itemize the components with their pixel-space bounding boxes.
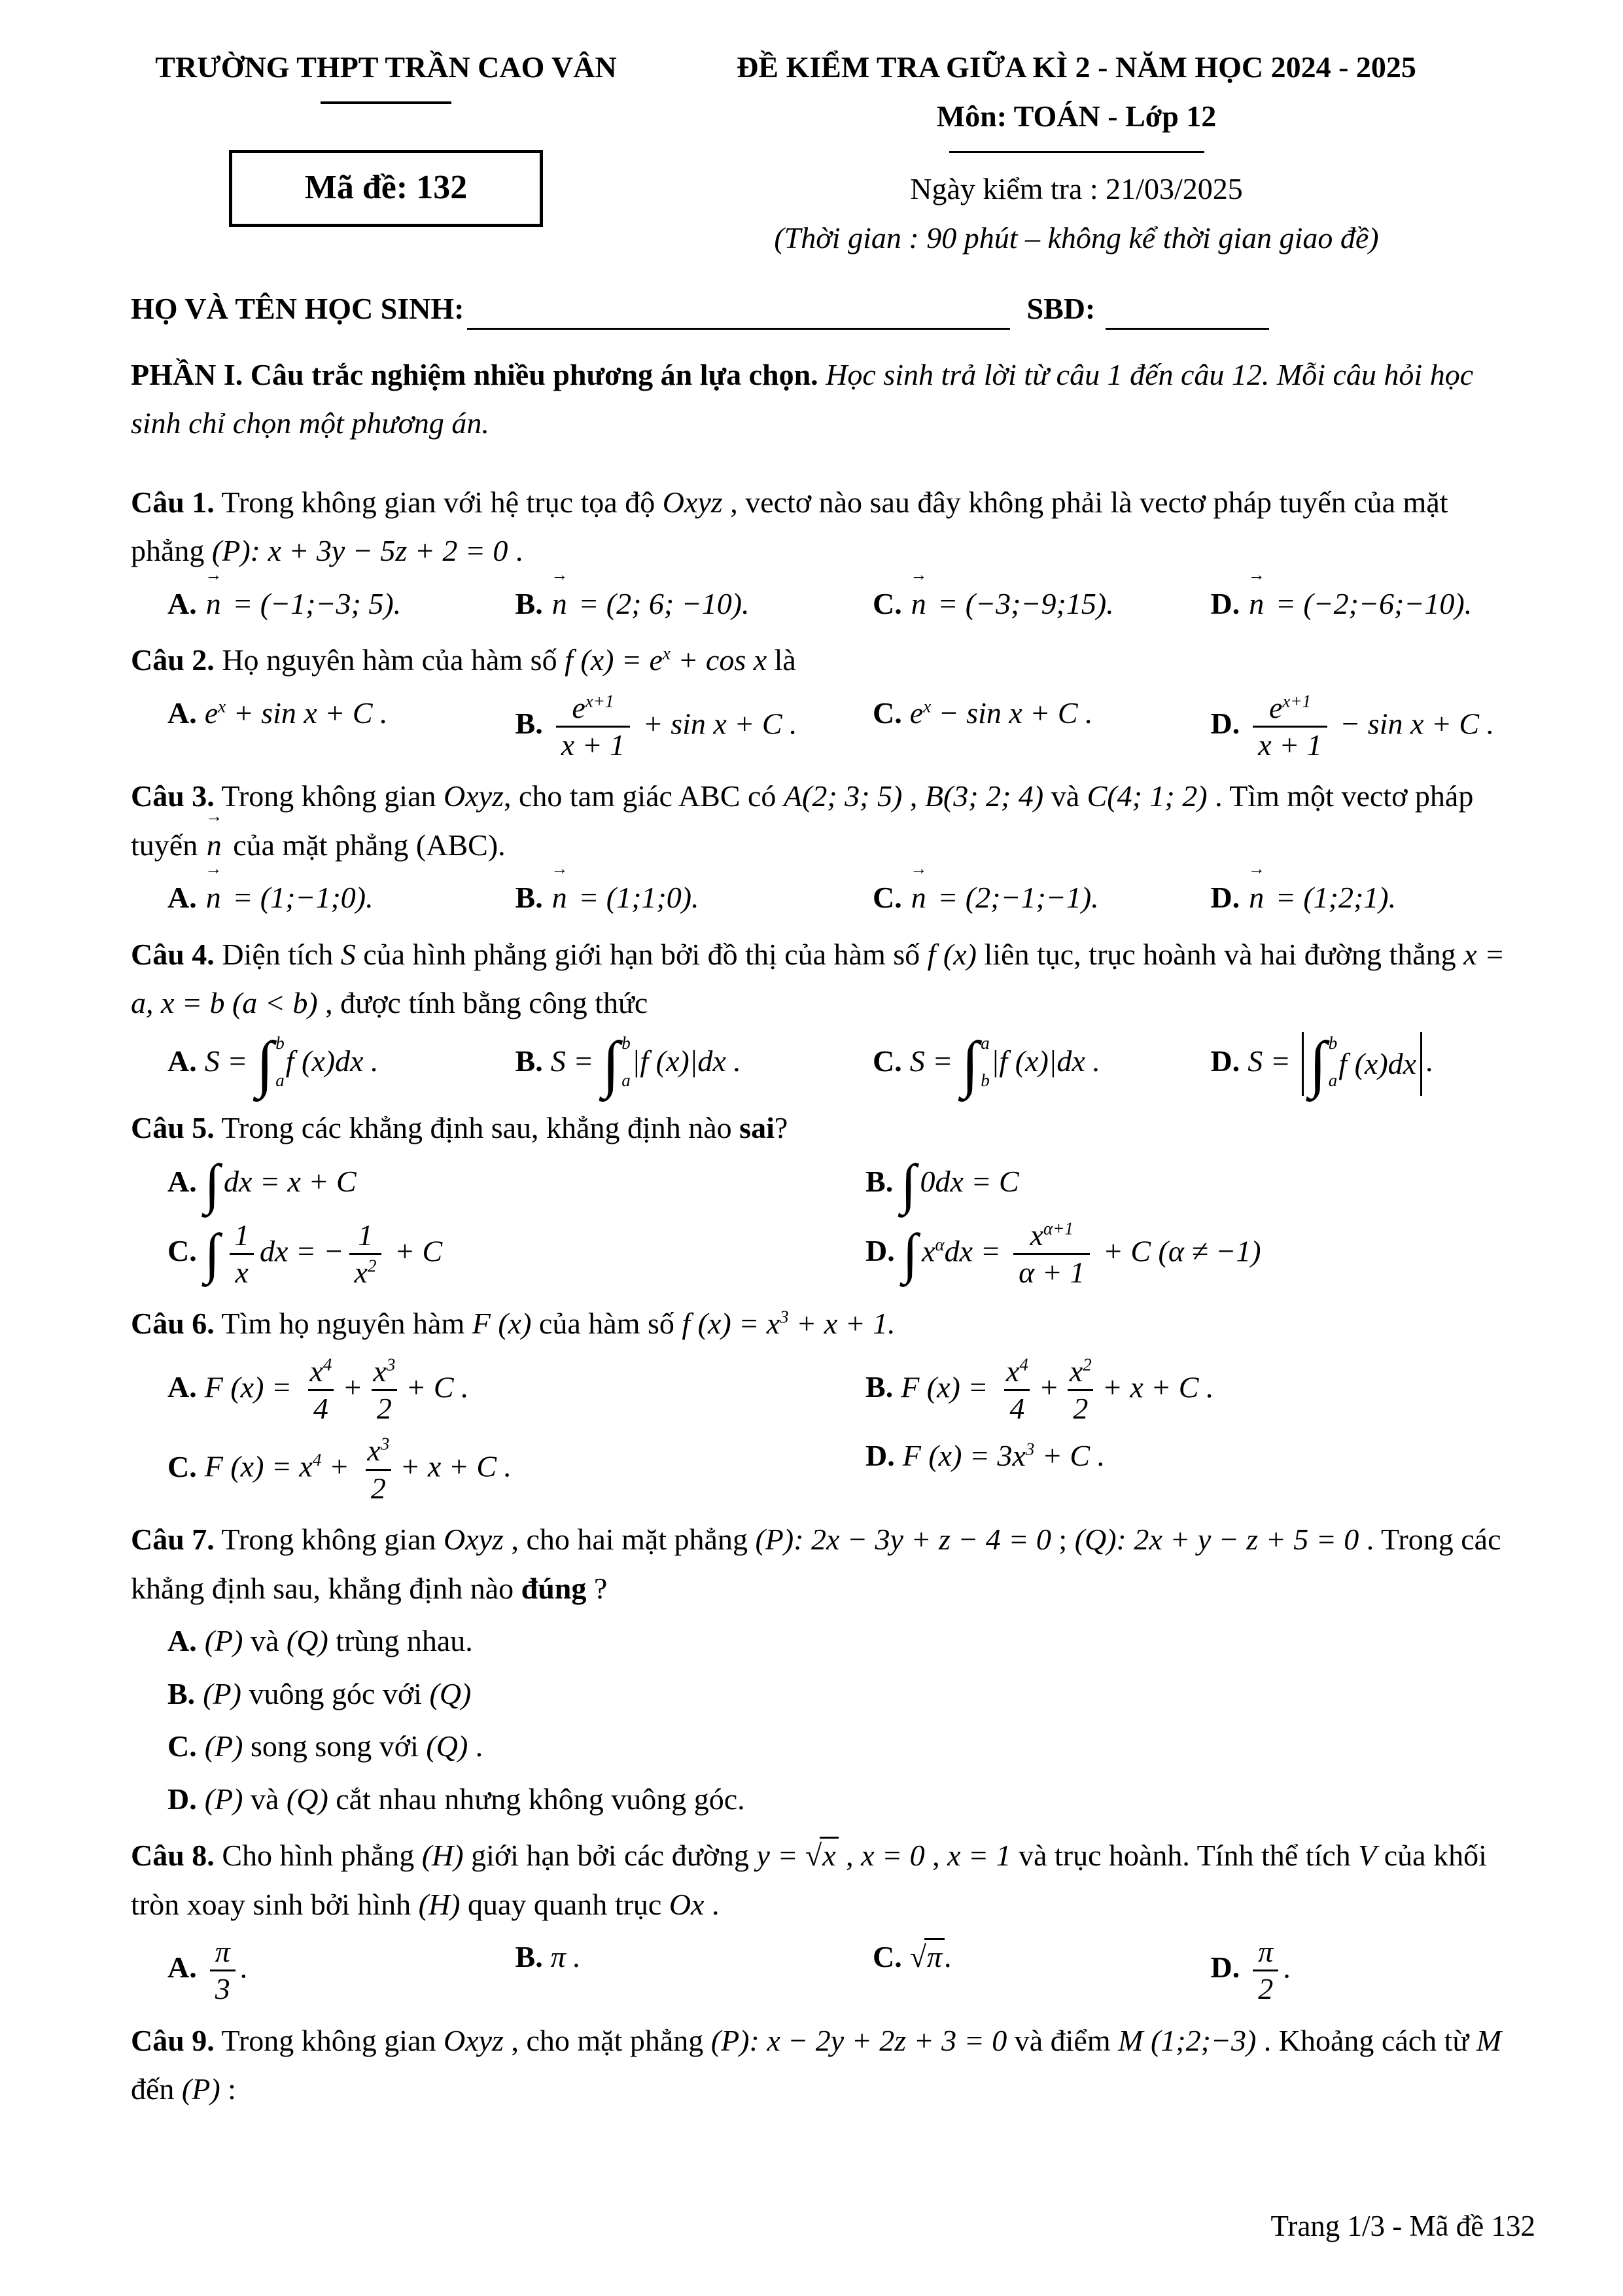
exam-duration: (Thời gian : 90 phút – không kể thời gian giao đề): [774, 221, 1379, 255]
option-key: D.: [1210, 881, 1240, 915]
question-text: Câu 3. Trong không gian Oxyz, cho tam giác ABC có A(2; 3; 5) , B(3; 2; 4) và C(4; 1; 2) . Tìm một vectơ pháp tuyến n → của mặt phẳng (ABC).: [131, 772, 1512, 870]
fraction: $\frac{e^{x+1}}{x + 1}$: [556, 690, 630, 764]
option-key: B.: [167, 1676, 196, 1710]
option-key: B.: [515, 1044, 543, 1078]
option-a: A. F (x) = $\frac{x^4}{4}$ + $\frac{x^3}{2}$ + C .: [167, 1352, 865, 1428]
question-text: Câu 2. Họ nguyên hàm của hàm số f $(x) = e^x + \cos x$ là: [131, 643, 796, 677]
abs-bar: [1420, 1032, 1422, 1097]
option-d: D. $\frac{e^{x+1}}{x + 1}$ − sin x + C .: [1211, 689, 1512, 765]
option-key: B.: [865, 1370, 894, 1404]
options: [131, 1933, 1512, 2009]
fraction: $\frac{1}{x}$: [229, 1218, 254, 1291]
options: [131, 874, 1512, 923]
question-1: [131, 478, 1512, 629]
option-a: A. n → = (1;−1;0).: [167, 874, 512, 923]
option-key: C.: [873, 881, 902, 915]
sbd-label: SBD:: [1026, 292, 1096, 326]
exam-date: Ngày kiểm tra : 21/03/2025: [910, 172, 1243, 206]
question-text: Câu 5. Trong các khẳng định sau, khẳng định nào sai?: [131, 1111, 788, 1145]
option-key: D.: [167, 1782, 197, 1816]
option-d: D. (P) và (Q) cắt nhau nhưng không vuông góc.: [167, 1782, 745, 1816]
options: [131, 1352, 1512, 1508]
option-key: D.: [1210, 1951, 1240, 1985]
fraction: $\frac{x^4}{4}$: [1001, 1354, 1034, 1427]
option-d: D. ∫ $x^\alpha dx$ = $\frac{x^{\alpha+1}}{\alpha + 1}$ + C (α ≠ −1): [865, 1216, 1512, 1292]
option-key: D.: [865, 1234, 895, 1268]
question-7: [131, 1515, 1512, 1824]
question-3: [131, 772, 1512, 923]
vector-n: n →: [206, 580, 221, 629]
options: [131, 1617, 1512, 1824]
integral: ∫ b a: [1309, 1028, 1338, 1099]
vector-n: n →: [552, 580, 567, 629]
option-b: B. n → = (1;1;0).: [515, 874, 869, 923]
integral: ∫: [901, 1153, 916, 1215]
fraction: $\frac{1}{x^2}$: [349, 1218, 382, 1291]
option-key: A.: [167, 696, 197, 730]
question-2: [131, 636, 1512, 764]
question-9: [131, 2017, 1512, 2114]
option-b: B. $\frac{e^{x+1}}{x + 1}$ + sin x + C .: [515, 689, 869, 765]
option-c: C. F $(x) = x^4$ + $\frac{x^3}{2}$ + x + C .: [167, 1432, 865, 1508]
header-left: [131, 43, 641, 227]
option-key: A.: [167, 1624, 197, 1658]
option-a: A. n → = (−1;−3; 5).: [167, 580, 512, 629]
option-key: A.: [167, 1164, 197, 1198]
option-a: A. ∫ dx = x + C: [167, 1153, 357, 1215]
option-d: D. S = ∫ b a f (x)dx .: [1210, 1028, 1434, 1099]
option-key: B.: [515, 881, 543, 915]
option-a: A. (P) và (Q) trùng nhau.: [167, 1624, 473, 1658]
option-d: D. n → = (1;2;1).: [1211, 874, 1512, 923]
option-a: A. $e^x + \sin x + C$ .: [167, 696, 388, 730]
vector-n: n →: [207, 821, 222, 870]
option-key: A.: [167, 881, 197, 915]
option-key: B.: [515, 707, 543, 740]
option-key: A.: [167, 586, 197, 620]
exam-title: ĐỀ KIỂM TRA GIỮA KÌ 2 - NĂM HỌC 2024 - 2025: [737, 50, 1416, 84]
exam-subject: Môn: TOÁN - Lớp 12: [936, 99, 1217, 133]
option-key: D.: [1210, 1044, 1240, 1078]
question-6: [131, 1299, 1512, 1508]
option-b: B. n → = (2; 6; −10).: [515, 580, 869, 629]
question-text: Câu 8. Cho hình phẳng (H) giới hạn bởi các đường y = √x , x = 0 , x = 1 và trục hoành. Tính thể tích V của khối tròn xoay sinh bởi hình (H) quay quanh trục Ox .: [131, 1831, 1512, 1929]
integral: ∫: [902, 1223, 918, 1285]
option-c: C. n → = (2;−1;−1).: [873, 874, 1207, 923]
question-5: [131, 1104, 1512, 1292]
vector-n: n →: [1249, 874, 1264, 923]
option-key: A.: [167, 1951, 197, 1985]
option-key: B.: [515, 586, 543, 620]
fraction: $\frac{e^{x+1}}{x + 1}$: [1253, 690, 1327, 764]
option-key: C.: [873, 696, 902, 730]
options: [131, 580, 1512, 629]
option-key: B.: [515, 1940, 543, 1974]
square-root: √π: [910, 1940, 945, 1973]
option-key: C.: [873, 1044, 902, 1078]
part1-heading: PHẦN I. Câu trắc nghiệm nhiều phương án lựa chọn. Học sinh trả lời từ câu 1 đến câu 12. Mỗi câu hỏi học sinh chỉ chọn một phương án.: [131, 357, 1474, 440]
student-row: [131, 285, 1512, 334]
question-text: Câu 7. Trong không gian Oxyz , cho hai mặt phẳng (P): 2x − 3y + z − 4 = 0 ; (Q): 2x + y − z + 5 = 0 . Trong các khẳng định sau, khẳng định nào đúng ?: [131, 1523, 1501, 1605]
fraction: $\frac{x^{\alpha+1}}{\alpha + 1}$: [1013, 1218, 1090, 1291]
options: [131, 1153, 1512, 1292]
square-root: √x: [805, 1839, 839, 1872]
absolute-value-group: ∫ b a f (x)dx: [1298, 1032, 1426, 1097]
option-b: B. ∫ 0dx = C: [865, 1153, 1019, 1215]
vector-n: n →: [911, 874, 926, 923]
option-d: D. F $(x) = 3x^3 + C$ .: [865, 1439, 1106, 1473]
option-c: C. $e^x - \sin x + C$ .: [873, 696, 1093, 730]
page-number: Trang 1/3 - Mã đề 132: [1270, 2210, 1535, 2243]
abs-bar: [1302, 1032, 1304, 1097]
question-text: Câu 6. Tìm họ nguyên hàm F (x) của hàm số f $(x) = x^3 + x + 1$.: [131, 1307, 896, 1341]
exam-code-box: Mã đề: 132: [229, 150, 543, 227]
options: [131, 1028, 1512, 1099]
option-key: D.: [865, 1439, 895, 1473]
option-key: D.: [1210, 707, 1240, 740]
option-key: C.: [167, 1234, 197, 1268]
student-name-label: HỌ VÀ TÊN HỌC SINH:: [131, 292, 464, 326]
option-c: C. √π.: [873, 1933, 1207, 2009]
question-4: [131, 930, 1512, 1097]
option-d: D. n → = (−2;−6;−10).: [1211, 580, 1512, 629]
option-key: B.: [865, 1164, 894, 1198]
fraction: $\frac{\pi}{2}$: [1253, 1934, 1278, 2007]
option-key: C.: [167, 1449, 197, 1483]
option-c: C. S = ∫ a b |f (x)|dx .: [873, 1028, 1100, 1099]
option-b: B. F (x) = $\frac{x^4}{4}$ + $\frac{x^2}{2}$ + x + C .: [865, 1352, 1512, 1428]
option-key: C.: [873, 586, 902, 620]
question-text: Câu 4. Diện tích S của hình phẳng giới hạn bởi đồ thị của hàm số f (x) liên tục, trục hoành và hai đường thẳng x = a, x = b (a < b) , được tính bằng công thức: [131, 937, 1505, 1020]
option-b: B. S = ∫ b a |f (x)|dx .: [515, 1028, 741, 1099]
option-b: B. (P) vuông góc với (Q): [167, 1676, 472, 1710]
school-name: TRƯỜNG THPT TRẦN CAO VÂN: [155, 50, 617, 84]
option-key: A.: [167, 1370, 197, 1404]
fraction: $\frac{x^4}{4}$: [304, 1354, 337, 1427]
question-8: [131, 1831, 1512, 2009]
fraction: $\frac{\pi}{3}$: [210, 1934, 236, 2007]
options: [131, 689, 1512, 765]
question-text: Câu 9. Trong không gian Oxyz , cho mặt phẳng (P): x − 2y + 2z + 3 = 0 và điểm M (1;2;−3) . Khoảng cách từ M đến (P) :: [131, 2023, 1502, 2106]
header: [131, 43, 1512, 262]
option-a: A. S = ∫ b a f (x)dx .: [167, 1028, 379, 1099]
school-rule: [321, 101, 451, 104]
option-d: D. $\frac{\pi}{2}$ .: [1211, 1933, 1512, 2009]
option-key: D.: [1210, 586, 1240, 620]
fraction: $\frac{x^3}{2}$: [368, 1354, 400, 1427]
option-a: A. $\frac{\pi}{3}$ .: [167, 1933, 512, 2009]
option-c: C. (P) song song với (Q) .: [167, 1729, 483, 1763]
integral: ∫ b a: [256, 1028, 285, 1099]
option-key: C.: [873, 1940, 902, 1974]
option-key: A.: [167, 1044, 197, 1078]
vector-n: n →: [911, 580, 926, 629]
sbd-line: [1106, 294, 1269, 330]
integral: ∫ b a: [602, 1028, 631, 1099]
fraction: $\frac{x^2}{2}$: [1064, 1354, 1097, 1427]
vector-n: n →: [206, 874, 221, 923]
vector-n: n →: [552, 874, 567, 923]
integral: ∫ a b: [961, 1028, 990, 1099]
header-right: [641, 43, 1512, 262]
question-text: Câu 1. Trong không gian với hệ trục tọa độ Oxyz , vectơ nào sau đây không phải là vectơ pháp tuyến của mặt phẳng (P): x + 3y − 5z + 2 = 0 .: [131, 485, 1448, 568]
option-key: C.: [167, 1729, 197, 1763]
option-c: C. n → = (−3;−9;15).: [873, 580, 1207, 629]
subject-rule: [949, 151, 1204, 153]
integral: ∫: [204, 1223, 220, 1285]
integral: ∫: [204, 1153, 220, 1215]
fraction: $\frac{x^3}{2}$: [362, 1433, 394, 1506]
student-name-line: [467, 294, 1010, 330]
option-c: C. ∫ $\frac{1}{x}$ dx = − $\frac{1}{x^2}$ + C: [167, 1216, 865, 1292]
vector-n: n →: [1249, 580, 1264, 629]
option-b: B. π .: [515, 1940, 581, 1974]
